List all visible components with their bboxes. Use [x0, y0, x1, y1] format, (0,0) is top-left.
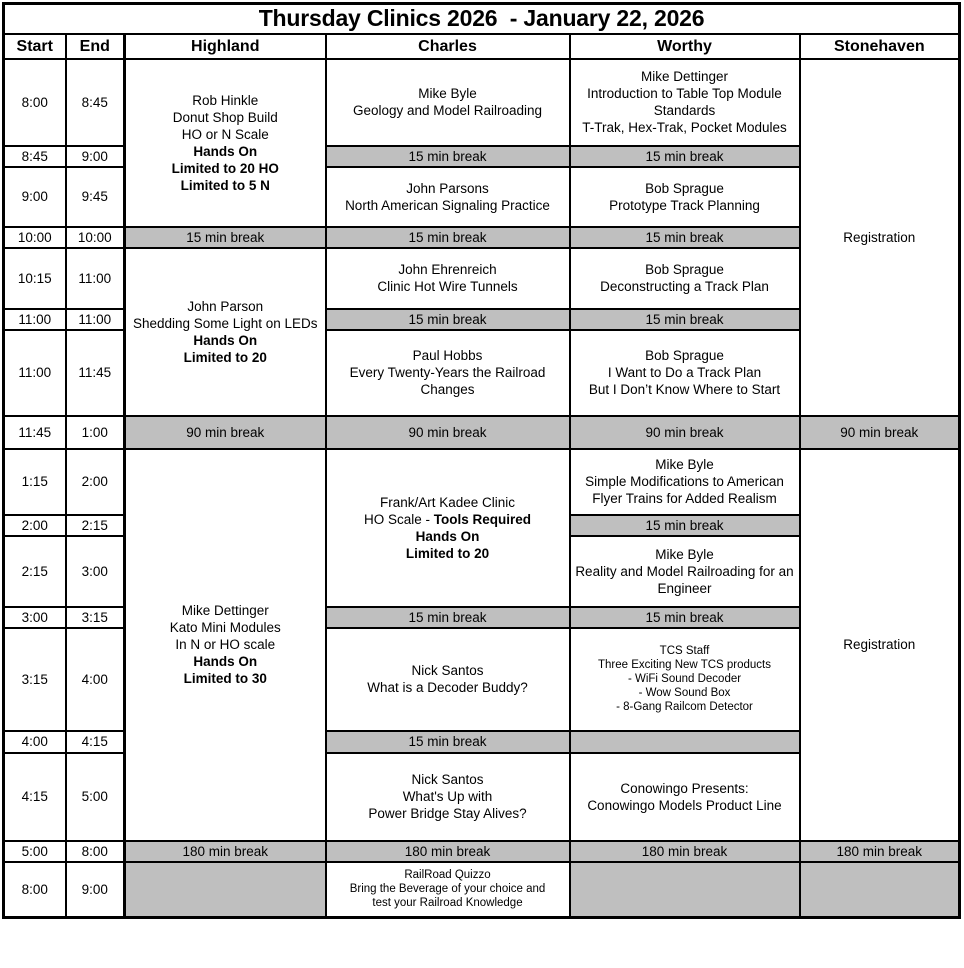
session-line [574, 261, 796, 278]
session-text: test your Railroad Knowledge [372, 897, 523, 910]
session-text: Limited to 5 N [180, 177, 270, 193]
break-cell: 15 min break [125, 227, 326, 248]
session-text: Bob Sprague [645, 262, 724, 277]
session-line [129, 653, 322, 670]
session-text: Three Exciting New TCS products [598, 659, 771, 671]
break-cell: 15 min break [326, 146, 570, 167]
time-start-cell: 2:15 [4, 536, 66, 607]
session-text: Bring the Beverage of your choice and [349, 883, 546, 896]
session-line [129, 109, 322, 126]
session-text: Nick Santos [411, 663, 484, 678]
session-line [330, 364, 566, 398]
session-text: I Want to Do a Track Plan [607, 365, 762, 380]
time-start-cell: 10:00 [4, 227, 66, 248]
time-start-cell: 9:00 [4, 167, 66, 227]
break-cell: 15 min break [570, 515, 800, 536]
session-line [330, 771, 566, 788]
time-end-cell: 8:45 [66, 59, 125, 146]
session-cell [125, 248, 326, 416]
session-line [129, 126, 322, 143]
session-line [574, 546, 796, 563]
session-line [129, 332, 322, 349]
session-text: Every Twenty-Years the Railroad Changes [349, 365, 546, 397]
session-cell [326, 330, 570, 416]
session-line [129, 160, 322, 177]
break-cell: 15 min break [570, 227, 800, 248]
column-header-end: End [66, 34, 125, 59]
session-line [330, 545, 566, 562]
time-start-cell: 10:15 [4, 248, 66, 309]
session-line [330, 896, 566, 910]
time-start-cell: 11:00 [4, 330, 66, 416]
session-line [129, 349, 322, 366]
schedule-table [2, 2, 961, 919]
session-text: - WiFi Sound Decoder [627, 673, 742, 685]
session-line [574, 347, 796, 364]
session-text: Mike Dettinger [181, 603, 269, 618]
session-text: In N or HO scale [175, 637, 276, 652]
session-line [330, 511, 566, 528]
time-end-cell: 2:15 [66, 515, 125, 536]
session-cell [570, 536, 800, 607]
session-text: Rob Hinkle [192, 92, 259, 108]
break-cell: 15 min break [570, 309, 800, 330]
session-text: RailRoad Quizzo [404, 869, 491, 882]
break-cell: 180 min break [125, 841, 326, 862]
session-line [330, 261, 566, 278]
session-text: But I Don’t Know Where to Start [588, 382, 781, 397]
session-line [129, 670, 322, 687]
session-cell [570, 167, 800, 227]
session-text: Deconstructing a Track Plan [600, 279, 769, 294]
session-text: What is a Decoder Buddy? [367, 680, 528, 695]
session-line [574, 456, 796, 473]
session-text: John Parson [187, 298, 264, 314]
session-text: Frank/Art Kadee Clinic [379, 494, 516, 510]
session-cell [570, 628, 800, 731]
time-start-cell: 3:15 [4, 628, 66, 731]
session-line [574, 780, 796, 797]
session-text: Reality and Model Railroading for an Engineer [575, 563, 794, 596]
session-text: TCS Staff [659, 645, 710, 657]
session-text: North American Signaling Practice [345, 197, 550, 213]
session-text: Hands On [193, 332, 258, 348]
session-line [574, 686, 796, 700]
session-line [574, 197, 796, 214]
column-header-start: Start [4, 34, 66, 59]
session-line [330, 882, 566, 896]
time-start-cell: 11:45 [4, 416, 66, 449]
session-line [574, 644, 796, 658]
break-cell: 15 min break [326, 607, 570, 628]
session-line [330, 868, 566, 882]
session-text: Limited to 20 [183, 349, 267, 365]
session-cell [125, 59, 326, 227]
time-end-cell: 4:00 [66, 628, 125, 731]
session-cell [326, 59, 570, 146]
session-line [574, 119, 796, 136]
time-end-cell: 11:45 [66, 330, 125, 416]
time-start-cell: 4:15 [4, 753, 66, 841]
session-cell [326, 449, 570, 607]
session-line [330, 197, 566, 214]
time-end-cell: 2:00 [66, 449, 125, 515]
break-cell: 15 min break [570, 146, 800, 167]
break-cell: 180 min break [326, 841, 570, 862]
session-line [330, 528, 566, 545]
time-start-cell: 2:00 [4, 515, 66, 536]
session-line [330, 347, 566, 364]
page-title: Thursday Clinics 2026 - January 22, 2026 [4, 4, 960, 34]
session-text: Power Bridge Stay Alives? [368, 806, 527, 821]
session-text: John Parsons [406, 180, 489, 196]
column-header-charles: Charles [326, 34, 570, 59]
column-header-highland: Highland [125, 34, 326, 59]
session-text: Limited to 30 [183, 671, 267, 686]
time-start-cell: 3:00 [4, 607, 66, 628]
schedule-page [2, 2, 960, 919]
session-line [129, 619, 322, 636]
session-line [330, 788, 566, 805]
session-text: Hands On [193, 143, 258, 159]
session-line [129, 602, 322, 619]
session-text: What's Up with [402, 789, 493, 804]
session-text: Conowingo Models Product Line [587, 797, 782, 813]
session-text: Limited to 20 HO [171, 160, 279, 176]
session-line [330, 102, 566, 119]
time-end-cell: 5:00 [66, 753, 125, 841]
session-line [330, 278, 566, 295]
session-cell [800, 59, 960, 416]
empty-gray-cell [570, 731, 800, 753]
break-cell: 90 min break [800, 416, 960, 449]
time-start-cell: 8:00 [4, 862, 66, 918]
session-line [129, 143, 322, 160]
session-cell [326, 167, 570, 227]
session-cell [326, 753, 570, 841]
empty-gray-cell [125, 862, 326, 918]
empty-gray-cell [570, 862, 800, 918]
session-text: Mike Byle [418, 86, 477, 101]
session-line [804, 636, 956, 653]
session-text: Nick Santos [411, 772, 484, 787]
time-end-cell: 3:00 [66, 536, 125, 607]
session-text: Mike Byle [655, 546, 714, 562]
session-text: Registration [843, 637, 916, 652]
session-line [574, 180, 796, 197]
session-text: Clinic Hot Wire Tunnels [377, 279, 518, 294]
session-text: HO or N Scale [181, 126, 269, 142]
break-cell: 90 min break [326, 416, 570, 449]
session-text: Hands On [193, 654, 258, 669]
session-text: Kato Mini Modules [169, 620, 281, 635]
session-text: Limited to 20 [405, 545, 490, 561]
session-cell [326, 862, 570, 918]
session-text: Shedding Some Light on LEDs [132, 315, 318, 331]
session-line [129, 298, 322, 315]
time-start-cell: 11:00 [4, 309, 66, 330]
time-end-cell: 9:45 [66, 167, 125, 227]
time-start-cell: 5:00 [4, 841, 66, 862]
session-line [574, 473, 796, 507]
time-start-cell: 8:45 [4, 146, 66, 167]
column-header-worthy: Worthy [570, 34, 800, 59]
session-cell [570, 753, 800, 841]
session-line [574, 672, 796, 686]
session-text: Introduction to Table Top Module Standards [587, 86, 782, 118]
session-text: - Wow Sound Box [638, 687, 731, 699]
session-line [574, 364, 796, 381]
session-line [574, 700, 796, 714]
session-cell [570, 248, 800, 309]
session-line [804, 229, 956, 246]
session-line [330, 85, 566, 102]
session-line [129, 177, 322, 194]
session-cell [326, 628, 570, 731]
session-cell [570, 59, 800, 146]
break-cell: 15 min break [326, 731, 570, 753]
break-cell: 180 min break [570, 841, 800, 862]
break-cell: 180 min break [800, 841, 960, 862]
time-start-cell: 4:00 [4, 731, 66, 753]
session-text: Simple Modifications to American Flyer Trains for Added Realism [585, 474, 784, 506]
session-text: Bob Sprague [645, 348, 724, 363]
session-text: T-Trak, Hex-Trak, Pocket Modules [582, 120, 787, 135]
session-text: Mike Byle [655, 457, 714, 472]
session-line [330, 180, 566, 197]
time-start-cell: 8:00 [4, 59, 66, 146]
session-line [330, 805, 566, 822]
session-line [574, 278, 796, 295]
time-end-cell: 9:00 [66, 862, 125, 918]
session-cell [326, 248, 570, 309]
session-text: Conowingo Presents: [620, 780, 749, 796]
session-text: - 8-Gang Railcom Detector [616, 701, 753, 713]
session-text: Bob Sprague [645, 180, 724, 196]
time-end-cell: 11:00 [66, 248, 125, 309]
session-text: Mike Dettinger [640, 69, 729, 84]
time-end-cell: 9:00 [66, 146, 125, 167]
session-line [330, 679, 566, 696]
session-text: Geology and Model Railroading [352, 103, 543, 118]
break-cell: 90 min break [125, 416, 326, 449]
session-line [574, 658, 796, 672]
empty-gray-cell [800, 862, 960, 918]
session-text: HO Scale - [363, 511, 434, 527]
session-text: Donut Shop Build [172, 109, 278, 125]
session-line [574, 68, 796, 85]
session-line [330, 494, 566, 511]
session-line [574, 563, 796, 597]
time-end-cell: 8:00 [66, 841, 125, 862]
session-line [129, 315, 322, 332]
session-line [574, 85, 796, 119]
session-cell [125, 449, 326, 841]
time-end-cell: 11:00 [66, 309, 125, 330]
break-cell: 15 min break [570, 607, 800, 628]
column-header-stonehaven: Stonehaven [800, 34, 960, 59]
break-cell: 15 min break [326, 309, 570, 330]
session-cell [570, 449, 800, 515]
session-line [129, 636, 322, 653]
time-start-cell: 1:15 [4, 449, 66, 515]
session-line [574, 797, 796, 814]
break-cell: 15 min break [326, 227, 570, 248]
time-end-cell: 1:00 [66, 416, 125, 449]
session-line [330, 662, 566, 679]
session-text: Paul Hobbs [412, 348, 483, 363]
session-text: Prototype Track Planning [609, 197, 760, 213]
session-cell [800, 449, 960, 841]
session-line [129, 92, 322, 109]
session-text: Hands On [415, 528, 480, 544]
session-text: Registration [843, 229, 916, 245]
time-end-cell: 3:15 [66, 607, 125, 628]
break-cell: 90 min break [570, 416, 800, 449]
time-end-cell: 10:00 [66, 227, 125, 248]
session-text: Tools Required [433, 511, 532, 527]
session-cell [570, 330, 800, 416]
session-line [574, 381, 796, 398]
session-text: John Ehrenreich [398, 262, 497, 277]
time-end-cell: 4:15 [66, 731, 125, 753]
